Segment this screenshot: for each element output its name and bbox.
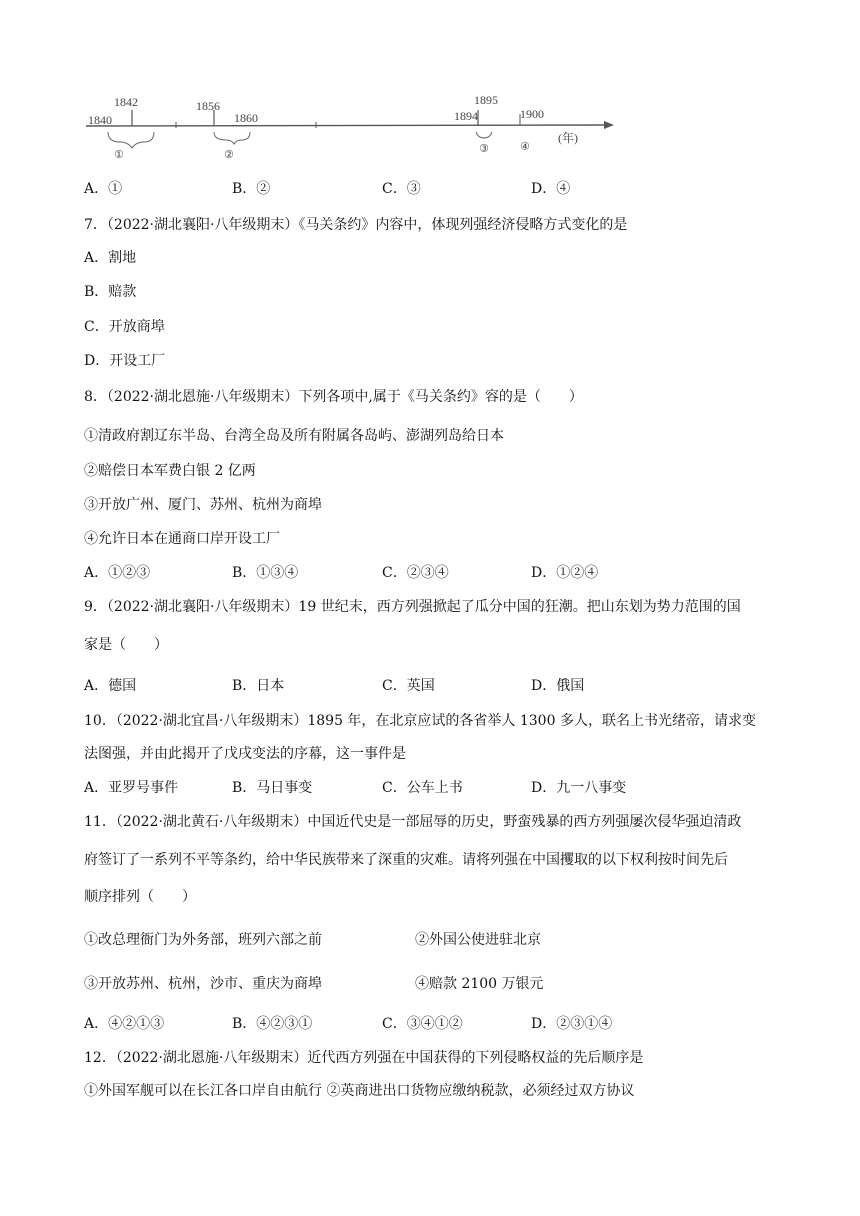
- q6-option-a: A．①: [84, 181, 123, 197]
- q9-stem-line1: 9．（2022·湖北襄阳·八年级期末）19 世纪末，西方列强掀起了瓜分中国的狂潮。把山东划为势力范围的国: [84, 599, 741, 615]
- q11-stem-line2: 府签订了一系列不平等条约，给中华民族带来了深重的灾难。请将列强在中国攫取的以下权利按时间先后: [84, 852, 728, 868]
- q10-option-b: B．马日事变: [232, 780, 313, 796]
- timeline-axis: [86, 125, 604, 126]
- q8-item-3: ③开放广州、厦门、苏州、杭州为商埠: [84, 497, 322, 513]
- q7-option-b: B．赔款: [84, 284, 137, 300]
- q9-option-a: A．德国: [84, 678, 137, 694]
- q9-option-c: C．英国: [382, 678, 435, 694]
- timeline-figure: [84, 92, 624, 162]
- bracket-1: [108, 132, 154, 148]
- q7-option-d: D．开设工厂: [84, 353, 166, 369]
- marker-2: ②: [224, 148, 234, 161]
- year-1894: 1894: [454, 109, 478, 123]
- q8-option-c: C．②③④: [382, 565, 449, 581]
- q6-option-b: B．②: [232, 181, 271, 197]
- q7-stem: 7．（2022·湖北襄阳·八年级期末）《马关条约》内容中，体现列强经济侵略方式变化的是: [84, 217, 628, 233]
- q11-item-1: ①改总理衙门为外务部，班列六部之前: [84, 932, 322, 948]
- q9-option-b: B．日本: [232, 678, 285, 694]
- q12-items-line: ①外国军舰可以在长江各口岸自由航行 ②英商进出口货物应缴纳税款，必须经过双方协议: [84, 1083, 635, 1099]
- q12-stem: 12．（2022·湖北恩施·八年级期末）近代西方列强在中国获得的下列侵略权益的先后顺序是: [84, 1050, 644, 1066]
- q10-stem-line2: 法图强，并由此揭开了戊戌变法的序幕，这一事件是: [84, 746, 406, 762]
- q7-option-a: A．割地: [84, 250, 137, 266]
- q11-stem-line3: 顺序排列（ ）: [84, 889, 196, 905]
- year-1842: 1842: [114, 95, 138, 109]
- marker-1: ①: [114, 148, 124, 161]
- year-1900: 1900: [520, 107, 544, 121]
- year-1856: 1856: [196, 99, 220, 113]
- q6-option-c: C．③: [382, 181, 421, 197]
- q10-option-a: A．亚罗号事件: [84, 780, 179, 796]
- bracket-2: [214, 132, 250, 144]
- q10-option-d: D．九一八事变: [531, 780, 627, 796]
- q11-item-2: ②外国公使进驻北京: [415, 932, 541, 948]
- q8-option-a: A．①②③: [84, 565, 151, 581]
- q9-stem-line2: 家是（ ）: [84, 637, 168, 653]
- q11-stem-line1: 11．（2022·湖北黄石·八年级期末）中国近代史是一部屈辱的历史，野蛮残暴的西方列强屡次侵华强迫清政: [84, 814, 742, 830]
- q8-stem: 8．（2022·湖北恩施·八年级期末）下列各项中,属于《马关条约》容的是（ ）: [84, 389, 583, 405]
- q6-option-d: D．④: [531, 181, 571, 197]
- q8-item-2: ②赔偿日本军费白银 2 亿两: [84, 463, 256, 479]
- marker-4: ④: [520, 140, 530, 153]
- q8-item-4: ④允许日本在通商口岸开设工厂: [84, 531, 280, 547]
- q11-option-a: A．④②①③: [84, 1016, 165, 1032]
- q10-stem-line1: 10．（2022·湖北宜昌·八年级期末）1895 年，在北京应试的各省举人 1300 多人，联名上书光绪帝，请求变: [84, 713, 756, 729]
- year-1895: 1895: [474, 93, 498, 107]
- year-1860: 1860: [234, 111, 258, 125]
- q10-option-c: C．公车上书: [382, 780, 463, 796]
- year-1840: 1840: [88, 113, 112, 127]
- q7-option-c: C．开放商埠: [84, 319, 165, 335]
- timeline-arrow: [604, 121, 614, 129]
- q11-option-b: B．④②③①: [232, 1016, 313, 1032]
- q8-item-1: ①清政府割辽东半岛、台湾全岛及所有附属各岛屿、澎湖列岛给日本: [84, 428, 504, 444]
- marker-3: ③: [479, 142, 489, 155]
- q11-option-d: D．②③①④: [531, 1016, 613, 1032]
- timeline-unit: (年): [558, 131, 578, 145]
- q11-option-c: C．③④①②: [382, 1016, 463, 1032]
- q11-item-3: ③开放苏州、杭州，沙市、重庆为商埠: [84, 976, 322, 992]
- q8-option-d: D．①②④: [531, 565, 599, 581]
- q8-option-b: B．①③④: [232, 565, 299, 581]
- bracket-3: [476, 132, 492, 138]
- q11-item-4: ④赔款 2100 万银元: [415, 976, 544, 992]
- q9-option-d: D．俄国: [531, 678, 585, 694]
